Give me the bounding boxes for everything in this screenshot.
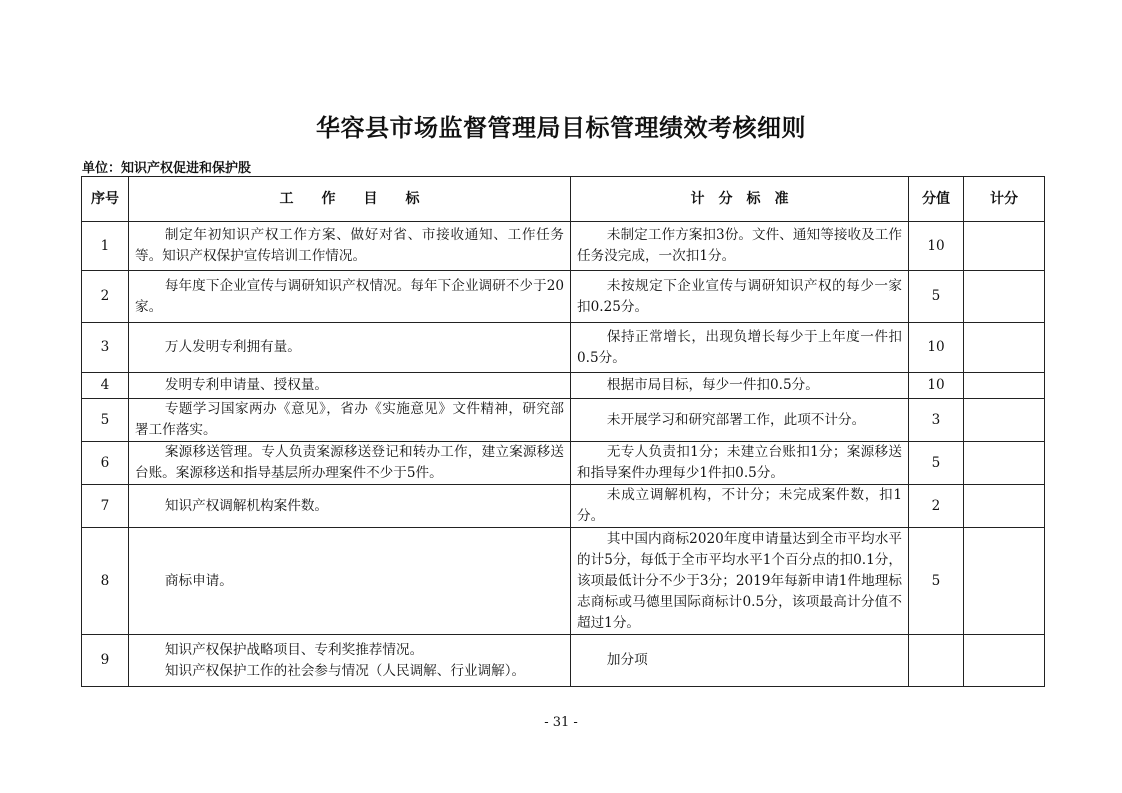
score-cell	[964, 222, 1045, 271]
header-no: 序号	[82, 177, 129, 222]
criteria-cell: 未成立调解机构，不计分；未完成案件数，扣1分。	[571, 485, 909, 528]
criteria-cell: 无专人负责扣1分；未建立台账扣1分；案源移送和指导案件办理每少1件扣0.5分。	[571, 442, 909, 485]
table-header-row	[82, 177, 1045, 222]
table-row	[82, 373, 1045, 399]
value-cell: 3	[909, 399, 964, 442]
goal-cell: 制定年初知识产权工作方案、做好对省、市接收通知、工作任务等。知识产权保护宣传培训工作情况。	[129, 222, 571, 271]
criteria-cell: 根据市局目标，每少一件扣0.5分。	[571, 373, 909, 399]
value-cell	[909, 635, 964, 687]
score-cell	[964, 373, 1045, 399]
row-number: 4	[82, 373, 129, 399]
header-goal: 工 作 目 标	[129, 177, 571, 222]
criteria-cell: 其中国内商标2020年度申请量达到全市平均水平的计5分，每低于全市平均水平1个百分点的扣0.1分，该项最低计分不少于3分；2019年每新申请1件地理标志商标或马德里国际商标计0.5分，该项最高计分值不超过1分。	[571, 528, 909, 635]
value-cell: 10	[909, 222, 964, 271]
value-cell: 5	[909, 271, 964, 323]
goal-cell: 发明专利申请量、授权量。	[129, 373, 571, 399]
value-cell: 10	[909, 323, 964, 373]
score-cell	[964, 528, 1045, 635]
value-cell: 10	[909, 373, 964, 399]
goal-cell: 专题学习国家两办《意见》，省办《实施意见》文件精神，研究部署工作落实。	[129, 399, 571, 442]
row-number: 3	[82, 323, 129, 373]
value-cell: 5	[909, 528, 964, 635]
goal-cell: 每年度下企业宣传与调研知识产权情况。每年下企业调研不少于20家。	[129, 271, 571, 323]
unit-label: 单位：知识产权促进和保护股	[82, 161, 252, 176]
table-row	[82, 528, 1045, 635]
row-number: 5	[82, 399, 129, 442]
criteria-cell: 未制定工作方案扣3份。文件、通知等接收及工作任务没完成，一次扣1分。	[571, 222, 909, 271]
score-cell	[964, 271, 1045, 323]
goal-cell: 案源移送管理。专人负责案源移送登记和转办工作，建立案源移送台账。案源移送和指导基层所办理案件不少于5件。	[129, 442, 571, 485]
header-score: 计分	[964, 177, 1045, 222]
score-cell	[964, 485, 1045, 528]
header-criteria: 计 分 标 准	[571, 177, 909, 222]
header-value: 分值	[909, 177, 964, 222]
score-cell	[964, 399, 1045, 442]
score-cell	[964, 635, 1045, 687]
goal-line: 知识产权保护战略项目、专利奖推荐情况。	[164, 641, 424, 658]
table-row	[82, 442, 1045, 485]
page-number: - 31 -	[544, 715, 578, 730]
score-cell	[964, 442, 1045, 485]
row-number: 2	[82, 271, 129, 323]
table-row	[82, 323, 1045, 373]
row-number: 1	[82, 222, 129, 271]
criteria-cell: 加分项	[571, 635, 909, 687]
goal-cell: 商标申请。	[129, 528, 571, 635]
criteria-cell: 未开展学习和研究部署工作，此项不计分。	[571, 399, 909, 442]
goal-cell: 万人发明专利拥有量。	[129, 323, 571, 373]
table-row	[82, 399, 1045, 442]
row-number: 8	[82, 528, 129, 635]
assessment-table	[81, 176, 1045, 687]
value-cell: 2	[909, 485, 964, 528]
table-row	[82, 271, 1045, 323]
table-row	[82, 485, 1045, 528]
goal-cell	[129, 635, 571, 687]
row-number: 9	[82, 635, 129, 687]
goal-cell: 知识产权调解机构案件数。	[129, 485, 571, 528]
criteria-cell: 保持正常增长，出现负增长每少于上年度一件扣0.5分。	[571, 323, 909, 373]
document-title: 华容县市场监督管理局目标管理绩效考核细则	[316, 114, 806, 142]
row-number: 6	[82, 442, 129, 485]
goal-line: 知识产权保护工作的社会参与情况（人民调解、行业调解）。	[164, 662, 526, 679]
score-cell	[964, 323, 1045, 373]
value-cell: 5	[909, 442, 964, 485]
criteria-cell: 未按规定下企业宣传与调研知识产权的每少一家扣0.25分。	[571, 271, 909, 323]
table-row	[82, 635, 1045, 687]
table-row	[82, 222, 1045, 271]
row-number: 7	[82, 485, 129, 528]
